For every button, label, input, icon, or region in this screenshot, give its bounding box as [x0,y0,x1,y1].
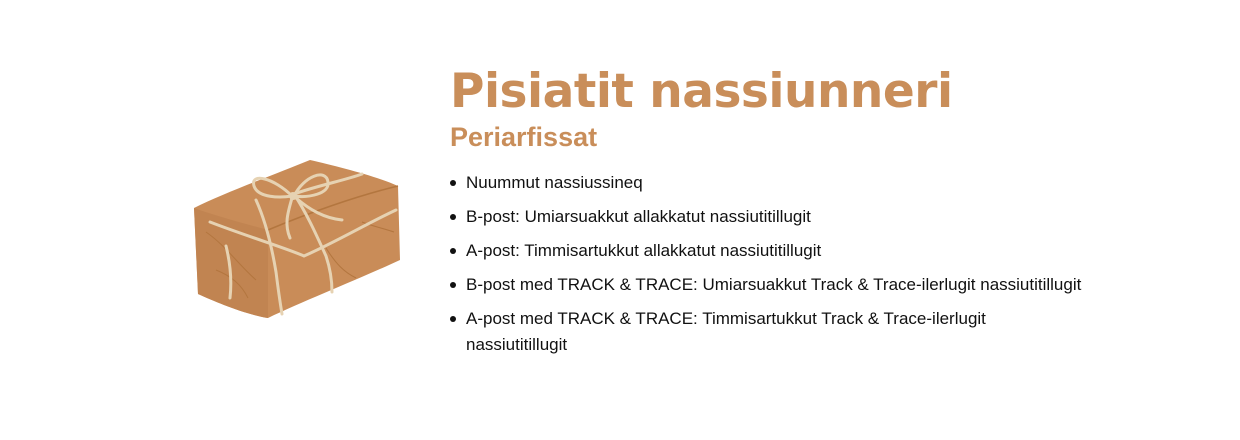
list-item [450,238,1090,264]
page-title: Pisiatit nassiunneri [450,64,953,119]
list-item [450,306,1090,358]
list-item [450,272,1090,298]
content-block [450,60,1090,366]
list-item [450,204,1090,230]
bullet-icon [450,214,456,220]
list-item [450,170,1090,196]
page-subtitle: Periarfissat [450,122,598,152]
parcel-illustration [186,152,406,322]
wrapped-parcel-with-string-icon [186,152,406,322]
list-item-text: A-post: Timmisartukkut allakkatut nassiutitillugit [466,241,822,260]
bullet-icon [450,282,456,288]
list-item-text: B-post med TRACK & TRACE: Umiarsuakkut Track & Trace-ilerlugit nassiutitillugit [466,275,1082,294]
options-list [450,170,1090,358]
bullet-icon [450,180,456,186]
list-item-text: Nuummut nassiussineq [466,173,643,192]
bullet-icon [450,316,456,322]
list-item-text: B-post: Umiarsuakkut allakkatut nassiutitillugit [466,207,811,226]
list-item-text: A-post med TRACK & TRACE: Timmisartukkut Track & Trace-ilerlugit nassiutitillugit [466,309,986,354]
bullet-icon [450,248,456,254]
